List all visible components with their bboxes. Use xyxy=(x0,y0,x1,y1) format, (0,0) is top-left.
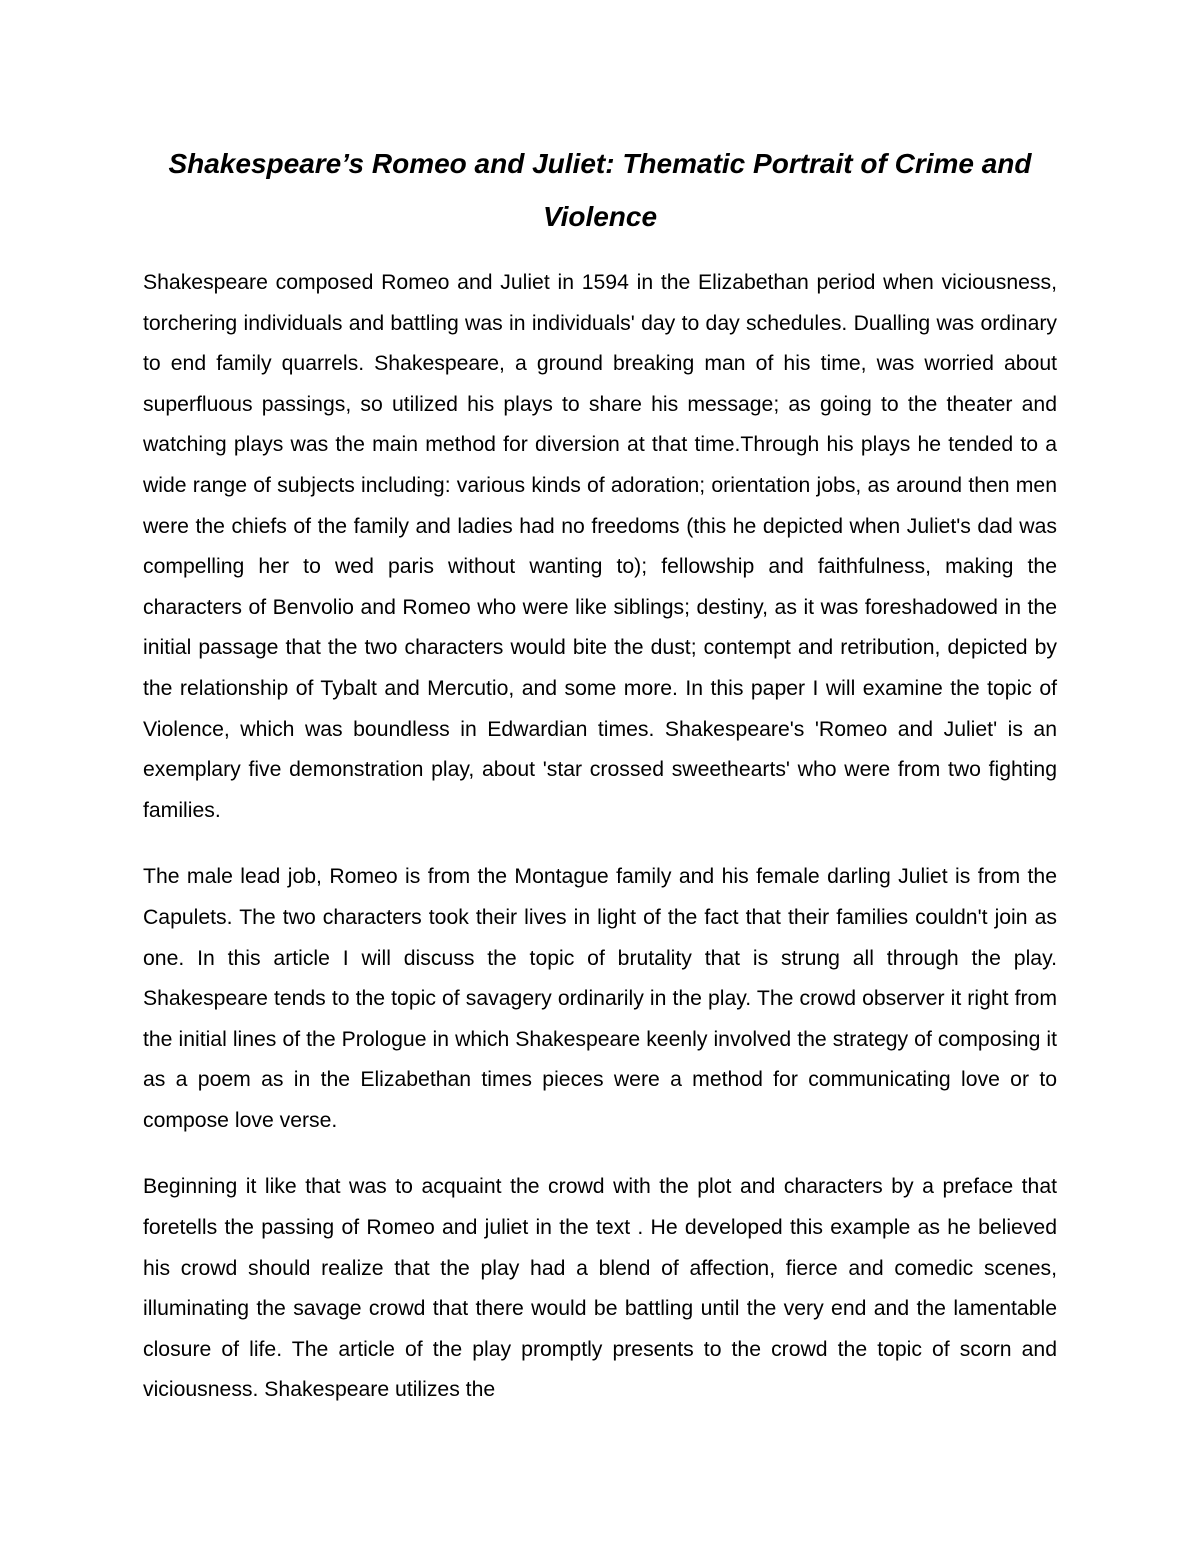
paragraph-1: Shakespeare composed Romeo and Juliet in 1594 in the Elizabethan period when viciousness, torchering individuals and battling was in individuals' day to day schedules. Dualling was ordinary to end family quarrels. Shakespeare, a ground breaking man of his time, was worried about superfluous passings, so utilized his plays to share his message; as going to the theater and watching plays was the main method for diversion at that time.Through his plays he tended to a wide range of subjects including: various kinds of adoration; orientation jobs, as around then men were the chiefs of the family and ladies had no freedoms (this he depicted when Juliet's dad was compelling her to wed paris without wanting to); fellowship and faithfulness, making the characters of Benvolio and Romeo who were like siblings; destiny, as it was foreshadowed in the initial passage that the two characters would bite the dust; contempt and retribution, depicted by the relationship of Tybalt and Mercutio, and some more. In this paper I will examine the topic of Violence, which was boundless in Edwardian times. Shakespeare's 'Romeo and Juliet' is an exemplary five demonstration play, about 'star crossed sweethearts' who were from two fighting families. xyxy=(143,271,1057,822)
document-body xyxy=(143,263,1057,1411)
paragraph-2: The male lead job, Romeo is from the Montague family and his female darling Juliet is from the Capulets. The two characters took their lives in light of the fact that their families couldn't join as one. In this article I will discuss the topic of brutality that is strung all through the play. Shakespeare tends to the topic of savagery ordinarily in the play. The crowd observer it right from the initial lines of the Prologue in which Shakespeare keenly involved the strategy of composing it as a poem as in the Elizabethan times pieces were a method for communicating love or to compose love verse. xyxy=(143,865,1057,1132)
document-title: Shakespeare’s Romeo and Juliet: Thematic Portrait of Crime and Violence xyxy=(168,148,1032,232)
paragraph-3: Beginning it like that was to acquaint the crowd with the plot and characters by a preface that foretells the passing of Romeo and juliet in the text . He developed this example as he believed his crowd should realize that the play had a blend of affection, fierce and comedic scenes, illuminating the savage crowd that there would be battling until the very end and the lamentable closure of life. The article of the play promptly presents to the crowd the topic of scorn and viciousness. Shakespeare utilizes the xyxy=(143,1175,1057,1402)
